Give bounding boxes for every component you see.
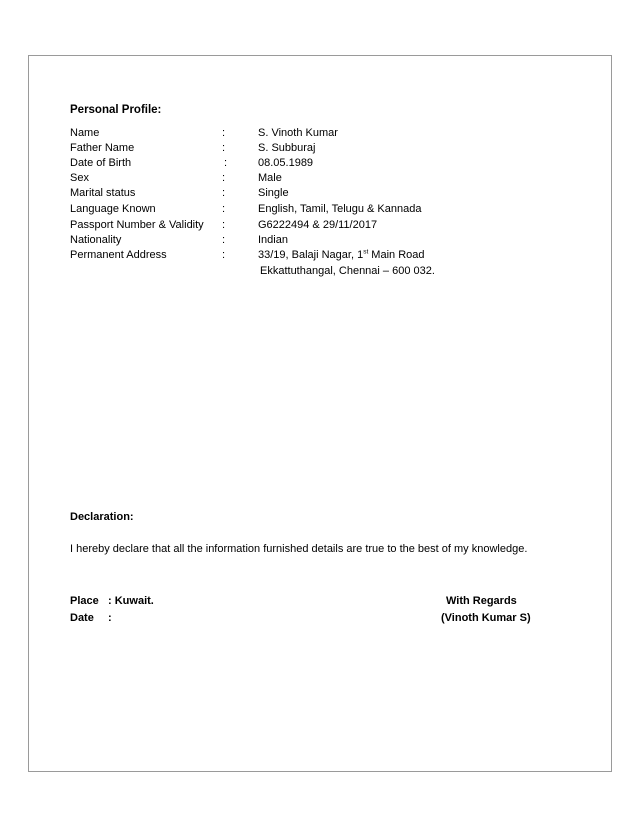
personal-profile-heading: Personal Profile: — [70, 104, 162, 116]
profile-value: Single — [258, 187, 289, 199]
profile-colon: : — [222, 249, 226, 261]
profile-label: Sex — [70, 172, 89, 184]
place-value: Kuwait. — [114, 595, 154, 607]
profile-value: G6222494 & 29/11/2017 — [258, 219, 378, 231]
profile-colon: : — [222, 127, 226, 139]
profile-label: Language Known — [70, 203, 156, 215]
profile-value: S. Vinoth Kumar — [258, 127, 338, 139]
profile-colon: : — [222, 187, 226, 199]
profile-value: Indian — [258, 234, 288, 246]
profile-colon: : — [224, 157, 228, 169]
place-colon-char: : — [108, 595, 112, 607]
profile-label: Name — [70, 127, 100, 139]
signature-name: (Vinoth Kumar S) — [441, 612, 531, 624]
with-regards: With Regards — [446, 595, 517, 607]
address-line-2: Ekkattuthangal, Chennai – 600 032. — [260, 265, 435, 277]
profile-label: Marital status — [70, 187, 136, 199]
profile-value: S. Subburaj — [258, 142, 316, 154]
place-line — [70, 594, 270, 609]
profile-colon: : — [222, 172, 226, 184]
date-label: Date — [70, 612, 94, 624]
profile-label: Nationality — [70, 234, 122, 246]
address-line-1 — [258, 248, 425, 263]
profile-value: English, Tamil, Telugu & Kannada — [258, 203, 422, 215]
date-colon: : — [108, 612, 112, 624]
profile-colon: : — [222, 203, 226, 215]
profile-colon: : — [222, 142, 226, 154]
place-label: Place — [70, 595, 99, 607]
profile-label: Permanent Address — [70, 249, 167, 261]
declaration-heading: Declaration: — [70, 511, 134, 523]
place-colon — [108, 594, 154, 609]
profile-label: Date of Birth — [70, 157, 132, 169]
address-line-1-suffix: Main Road — [368, 249, 425, 261]
ordinal-superscript: st — [363, 248, 369, 256]
profile-value: 08.05.1989 — [258, 157, 314, 169]
profile-value: Male — [258, 172, 282, 184]
address-line-1-prefix: 33/19, Balaji Nagar, 1 — [258, 249, 364, 261]
profile-colon: : — [222, 234, 226, 246]
profile-label: Father Name — [70, 142, 135, 154]
profile-label: Passport Number & Validity — [70, 219, 204, 231]
profile-colon: : — [222, 219, 226, 231]
date-line — [70, 611, 270, 626]
declaration-text: I hereby declare that all the information furnished details are true to the best of my knowledge. — [70, 543, 528, 555]
